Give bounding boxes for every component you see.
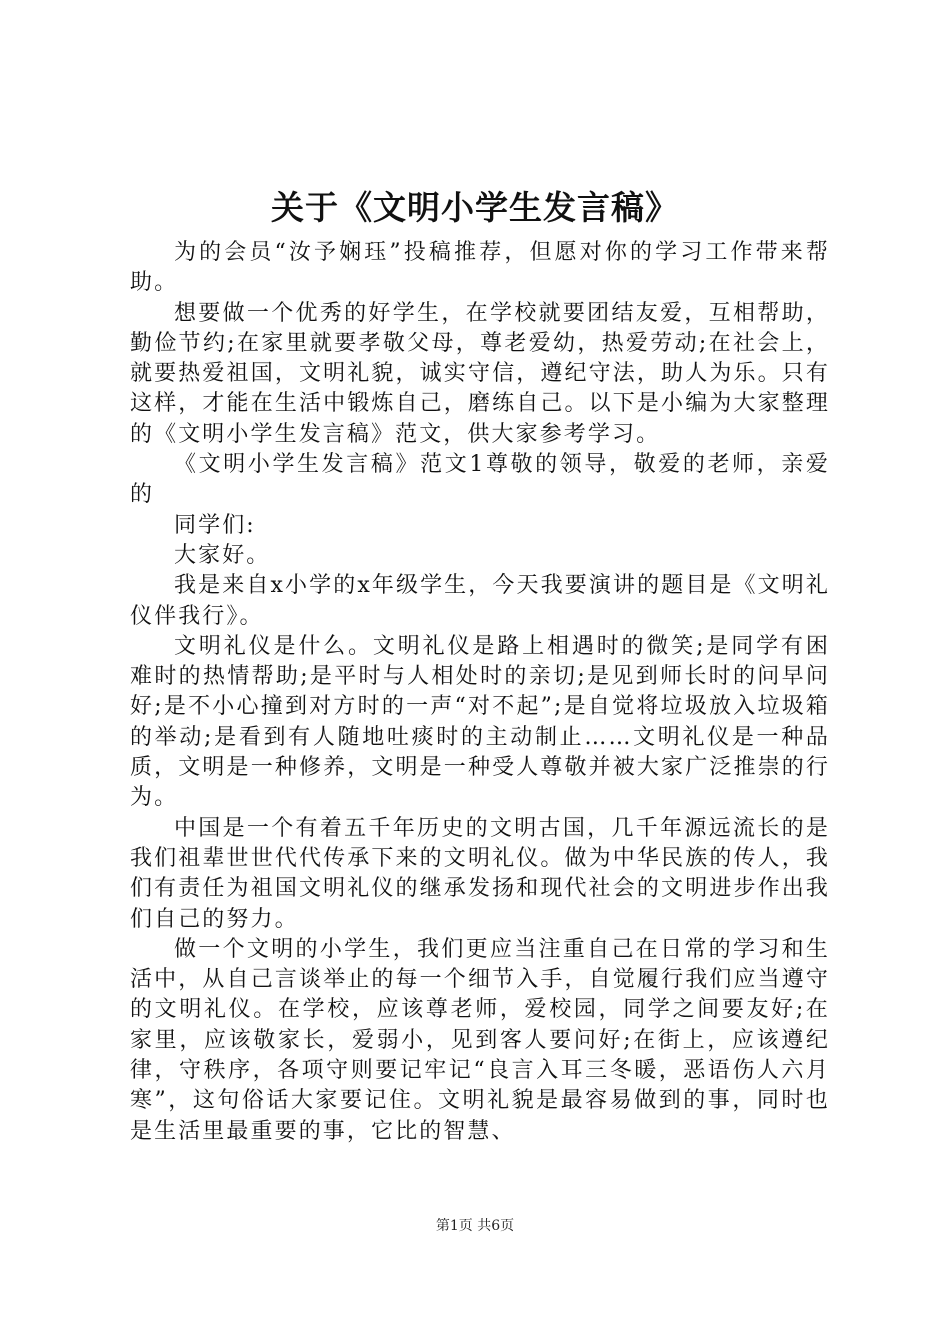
paragraph-china: 中国是一个有着五千年历史的文明古国，几千年源远流长的是我们祖辈世世代代传承下来的文明礼仪。做为中华民族的传人，我们有责任为祖国文明礼仪的继承发扬和现代社会的文明进步作出我们自己的努力。 <box>130 815 830 932</box>
document-body <box>130 238 830 1147</box>
paragraph-summary: 想要做一个优秀的好学生，在学校就要团结友爱，互相帮助，勤俭节约;在家里就要孝敬父母，尊老爱幼，热爱劳动;在社会上，就要热爱祖国，文明礼貌，诚实守信，遵纪守法，助人为乐。只有这样，才能在生活中锻炼自己，磨练自己。以下是小编为大家整理的《文明小学生发言稿》范文，供大家参考学习。 <box>130 300 830 447</box>
page-number: 第1页 共6页 <box>435 1218 515 1234</box>
paragraph-topic: 我是来自x小学的x年级学生，今天我要演讲的题目是《文明礼仪伴我行》。 <box>130 573 830 629</box>
document-title: 关于《文明小学生发言稿》 <box>271 188 679 227</box>
paragraph-salutation: 《文明小学生发言稿》范文1尊敬的领导，敬爱的老师，亲爱的 <box>130 452 830 508</box>
paragraph-etiquette: 文明礼仪是什么。文明礼仪是路上相遇时的微笑;是同学有困难时的热情帮助;是平时与人相处时的亲切;是见到师长时的问早问好;是不小心撞到对方时的一声“对不起”;是自觉将垃圾放入垃圾箱的举动;是看到有人随地吐痰时的主动制止……文明礼仪是一种品质，文明是一种修养，文明是一种受人尊敬并被大家广泛推崇的行为。 <box>130 633 830 811</box>
paragraph-greeting: 大家好。 <box>174 542 271 568</box>
paragraph-classmates: 同学们: <box>174 512 256 538</box>
paragraph-intro: 为的会员“汝予娴珏”投稿推荐，但愿对你的学习工作带来帮助。 <box>130 240 830 296</box>
paragraph-student: 做一个文明的小学生，我们更应当注重自己在日常的学习和生活中，从自己言谈举止的每一个细节入手，自觉履行我们应当遵守的文明礼仪。在学校，应该尊老师，爱校园，同学之间要友好;在家里，应该敬家长，爱弱小，见到客人要问好;在街上，应该遵纪律，守秩序，各项守则要记牢记“良言入耳三冬暖，恶语伤人六月寒”，这句俗话大家要记住。文明礼貌是最容易做到的事，同时也是生活里最重要的事，它比的智慧、 <box>130 936 830 1144</box>
